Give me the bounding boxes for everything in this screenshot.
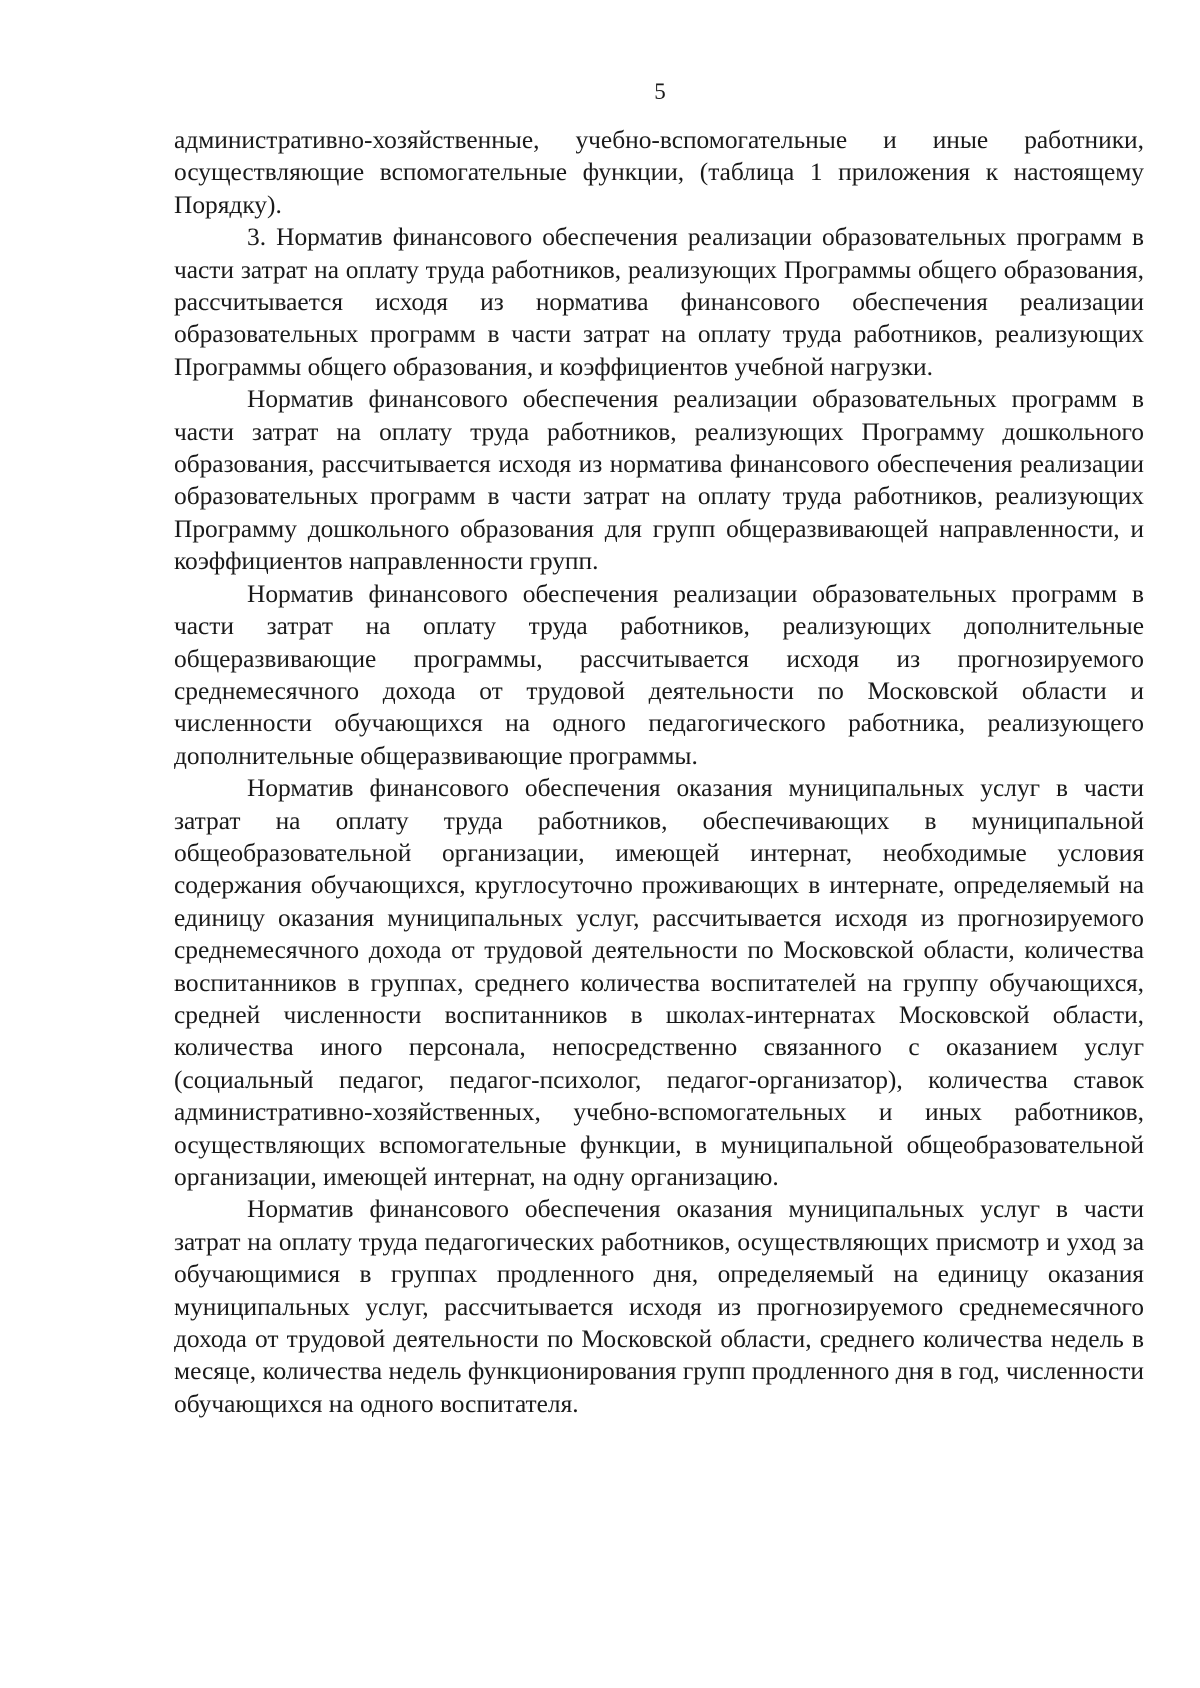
paragraph-additional-programs-normative: Норматив финансового обеспечения реализации образовательных программ в части затрат на оплату труда работников, реализующих дополнительные общеразвивающие программы, рассчитывается исходя из прогнозируемого среднемесячного дохода от трудовой деятельности по Московской области и численности обучающихся на одного педагогического работника, реализующего дополнительные общеразвивающие программы.	[174, 579, 1144, 770]
page-number: 5	[654, 79, 666, 104]
paragraph-continuation: административно-хозяйственные, учебно-вспомогательные и иные работники, осуществляющие вспомогательные функции, (таблица 1 приложения к настоящему Порядку).	[174, 126, 1144, 219]
paragraph-item-3: 3. Норматив финансового обеспечения реализации образовательных программ в части затрат на оплату труда работников, реализующих Программы общего образования, рассчитывается исходя из норматива финансового обеспечения реализации образовательных программ в части затрат на оплату труда работников, реализующих Программы общего образования, и коэффициентов учебной нагрузки.	[174, 223, 1144, 381]
document-body	[174, 124, 1144, 1420]
paragraph-preschool-normative: Норматив финансового обеспечения реализации образовательных программ в части затрат на оплату труда работников, реализующих Программу дошкольного образования, рассчитывается исходя из норматива финансового обеспечения реализации образовательных программ в части затрат на оплату труда работников, реализующих Программу дошкольного образования для групп общеразвивающей направленности, и коэффициентов направленности групп.	[174, 385, 1144, 576]
paragraph-boarding-normative: Норматив финансового обеспечения оказания муниципальных услуг в части затрат на оплату труда работников, обеспечивающих в муниципальной общеобразовательной организации, имеющей интернат, необходимые условия содержания обучающихся, круглосуточно проживающих в интернате, определяемый на единицу оказания муниципальных услуг, рассчитывается исходя из прогнозируемого среднемесячного дохода от трудовой деятельности по Московской области, количества воспитанников в группах, среднего количества воспитателей на группу обучающихся, средней численности воспитанников в школах-интернатах Московской области, количества иного персонала, непосредственно связанного с оказанием услуг (социальный педагог, педагог-психолог, педагог-организатор), количества ставок административно-хозяйственных, учебно-вспомогательных и иных работников, осуществляющих вспомогательные функции, в муниципальной общеобразовательной организации, имеющей интернат, на одну организацию.	[174, 774, 1144, 1191]
paragraph-extended-day-normative: Норматив финансового обеспечения оказания муниципальных услуг в части затрат на оплату труда педагогических работников, осуществляющих присмотр и уход за обучающимися в группах продленного дня, определяемый на единицу оказания муниципальных услуг, рассчитывается исходя из прогнозируемого среднемесячного дохода от трудовой деятельности по Московской области, среднего количества недель в месяце, количества недель функционирования групп продленного дня в год, численности обучающихся на одного воспитателя.	[174, 1195, 1144, 1418]
